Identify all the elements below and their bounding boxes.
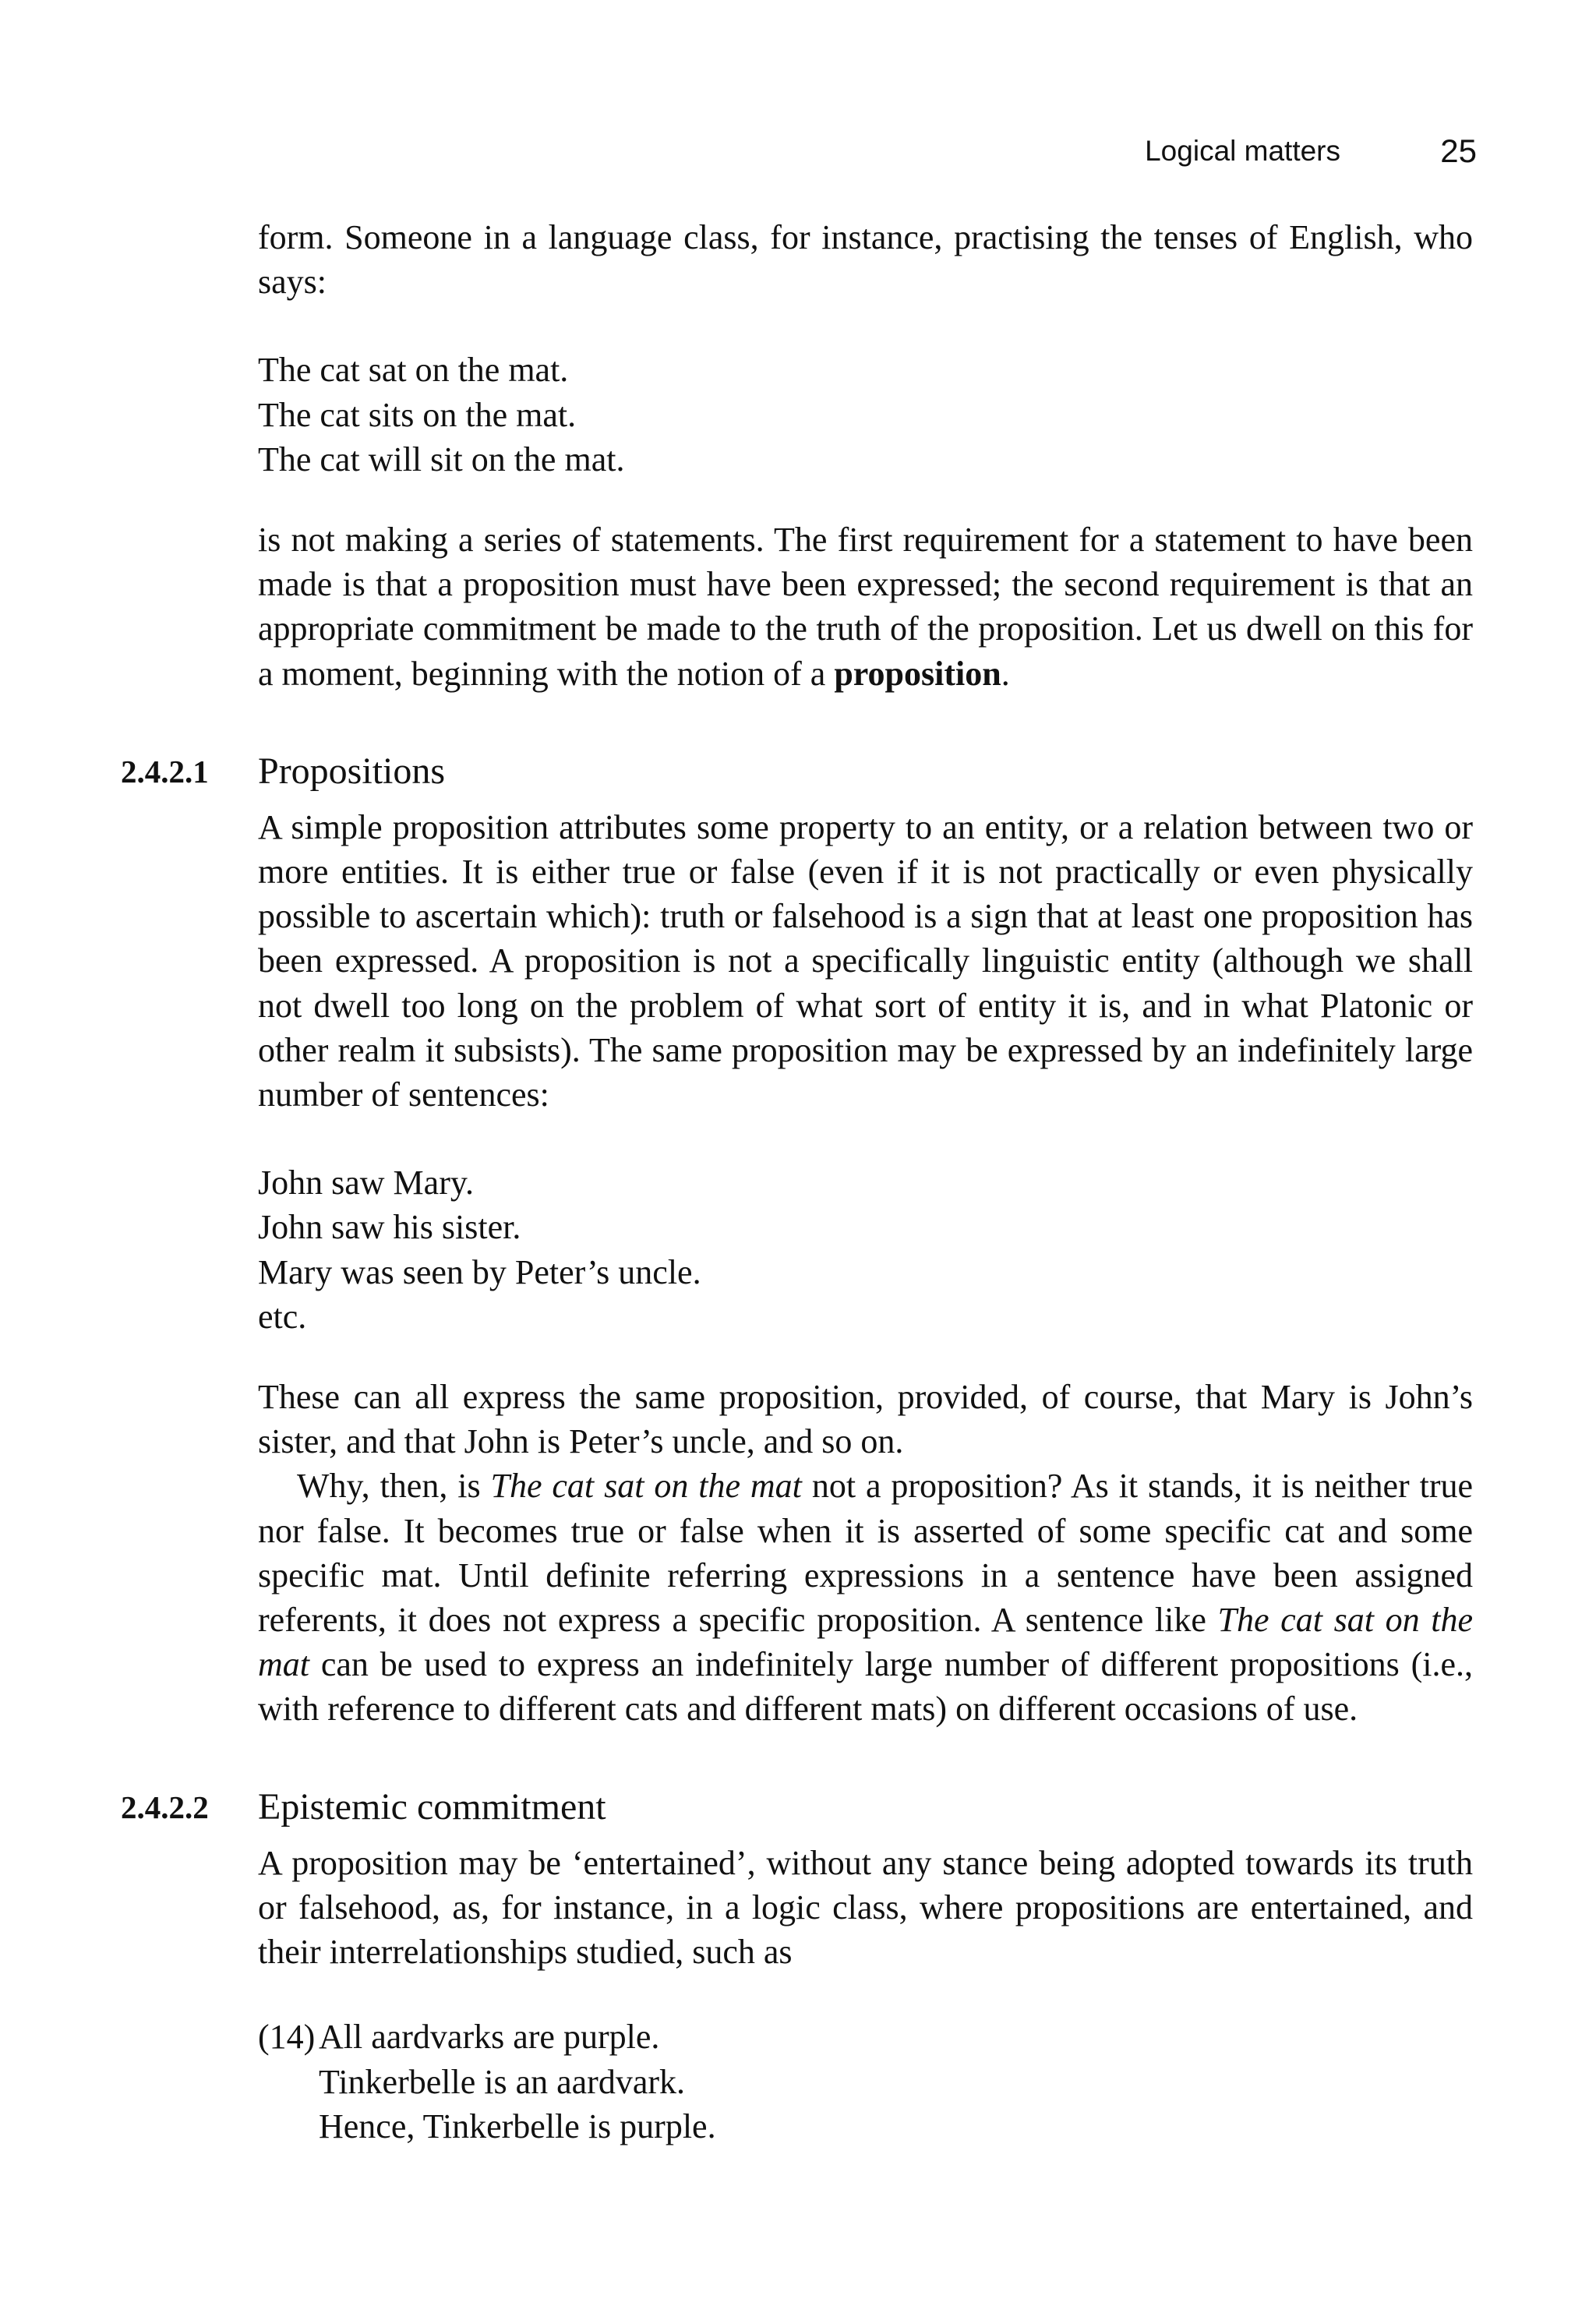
example-line: John saw Mary.	[258, 1164, 474, 1202]
why-text: not a proposition? As it stands, it is neither true nor false. It becomes true or false when it is asserted of some specific cat and some specific mat. Until definite referring expressions in a sentence have been assigned referents, it does not express a specific proposition. A sentence like	[258, 1467, 1474, 1640]
why-italic-sentence: The cat sat on the mat	[490, 1467, 802, 1506]
section-title: Epistemic commitment	[258, 1785, 606, 1828]
numbered-example	[258, 2015, 1473, 2149]
section-heading	[121, 743, 1473, 800]
running-head	[1013, 129, 1477, 173]
propositions-paragraph: A simple proposition attributes some property to an entity, or a relation between two or more entities. It is either true or false (even if it is not practically or even physically possible to ascertain which): truth or falsehood is a sign that at least one proposition has been expressed. A proposition is not a specifically linguistic entity (although we shall not dwell too long on the problem of what sort of entity it is, and in what Platonic or other realm it subsists). The same proposition may be expressed by an indefinitely large number of sentences:	[258, 807, 1473, 1114]
example-line: The cat will sit on the mat.	[258, 440, 625, 479]
section-number: 2.4.2.2	[121, 1789, 209, 1825]
statements-end: .	[1001, 654, 1010, 693]
tense-examples	[258, 348, 1473, 482]
example-number: (14)	[258, 2018, 316, 2057]
page-number: 25	[1440, 132, 1477, 169]
running-head-title: Logical matters	[1145, 135, 1340, 167]
example-line: All aardvarks are purple.	[319, 2018, 660, 2057]
example-line: John saw his sister.	[258, 1208, 521, 1247]
why-text: Why, then, is	[297, 1467, 491, 1506]
same-proposition-paragraph: These can all express the same proposition, provided, of course, that Mary is John’s sister, and that John is Peter’s uncle, and so on.	[258, 1378, 1473, 1461]
why-text: can be used to express an indefinitely large number of different propositions (i.e., with reference to different cats and different mats) on different occasions of use.	[258, 1645, 1473, 1729]
example-line: Hence, Tinkerbelle is purple.	[319, 2107, 716, 2145]
intro-paragraph: form. Someone in a language class, for instance, practising the tenses of English, who says:	[258, 218, 1473, 302]
statements-text: is not making a series of statements. The first requirement for a statement to have been made is that a proposition must have been expressed; the second requirement is that an appropriate commitment be made to the truth of the proposition. Let us dwell on this for a moment, beginning with the notion of a	[258, 521, 1473, 693]
section-title: Propositions	[258, 750, 446, 792]
epistemic-paragraph: A proposition may be ‘entertained’, without any stance being adopted towards its truth or falsehood, as, for instance, in a logic class, where propositions are entertained, and their interrelationships studied, such as	[258, 1843, 1473, 1972]
sentence-examples	[258, 1160, 1473, 1339]
body-text	[121, 215, 1474, 2149]
section-heading	[121, 1778, 1473, 1836]
section-epistemic-commitment	[121, 1778, 1473, 2149]
statements-paragraph	[258, 517, 1473, 696]
why-paragraph	[258, 1464, 1473, 1731]
example-line: The cat sat on the mat.	[258, 351, 569, 390]
section-propositions	[121, 743, 1474, 1732]
example-line: etc.	[258, 1297, 307, 1336]
example-line: The cat sits on the mat.	[258, 395, 577, 434]
section-number: 2.4.2.1	[121, 753, 209, 789]
why-italic-sentence: The cat sat on the mat	[258, 1601, 1473, 1684]
example-line: Tinkerbelle is an aardvark.	[319, 2062, 686, 2101]
proposition-term: proposition	[834, 654, 1001, 693]
example-line: Mary was seen by Peter’s uncle.	[258, 1252, 701, 1291]
